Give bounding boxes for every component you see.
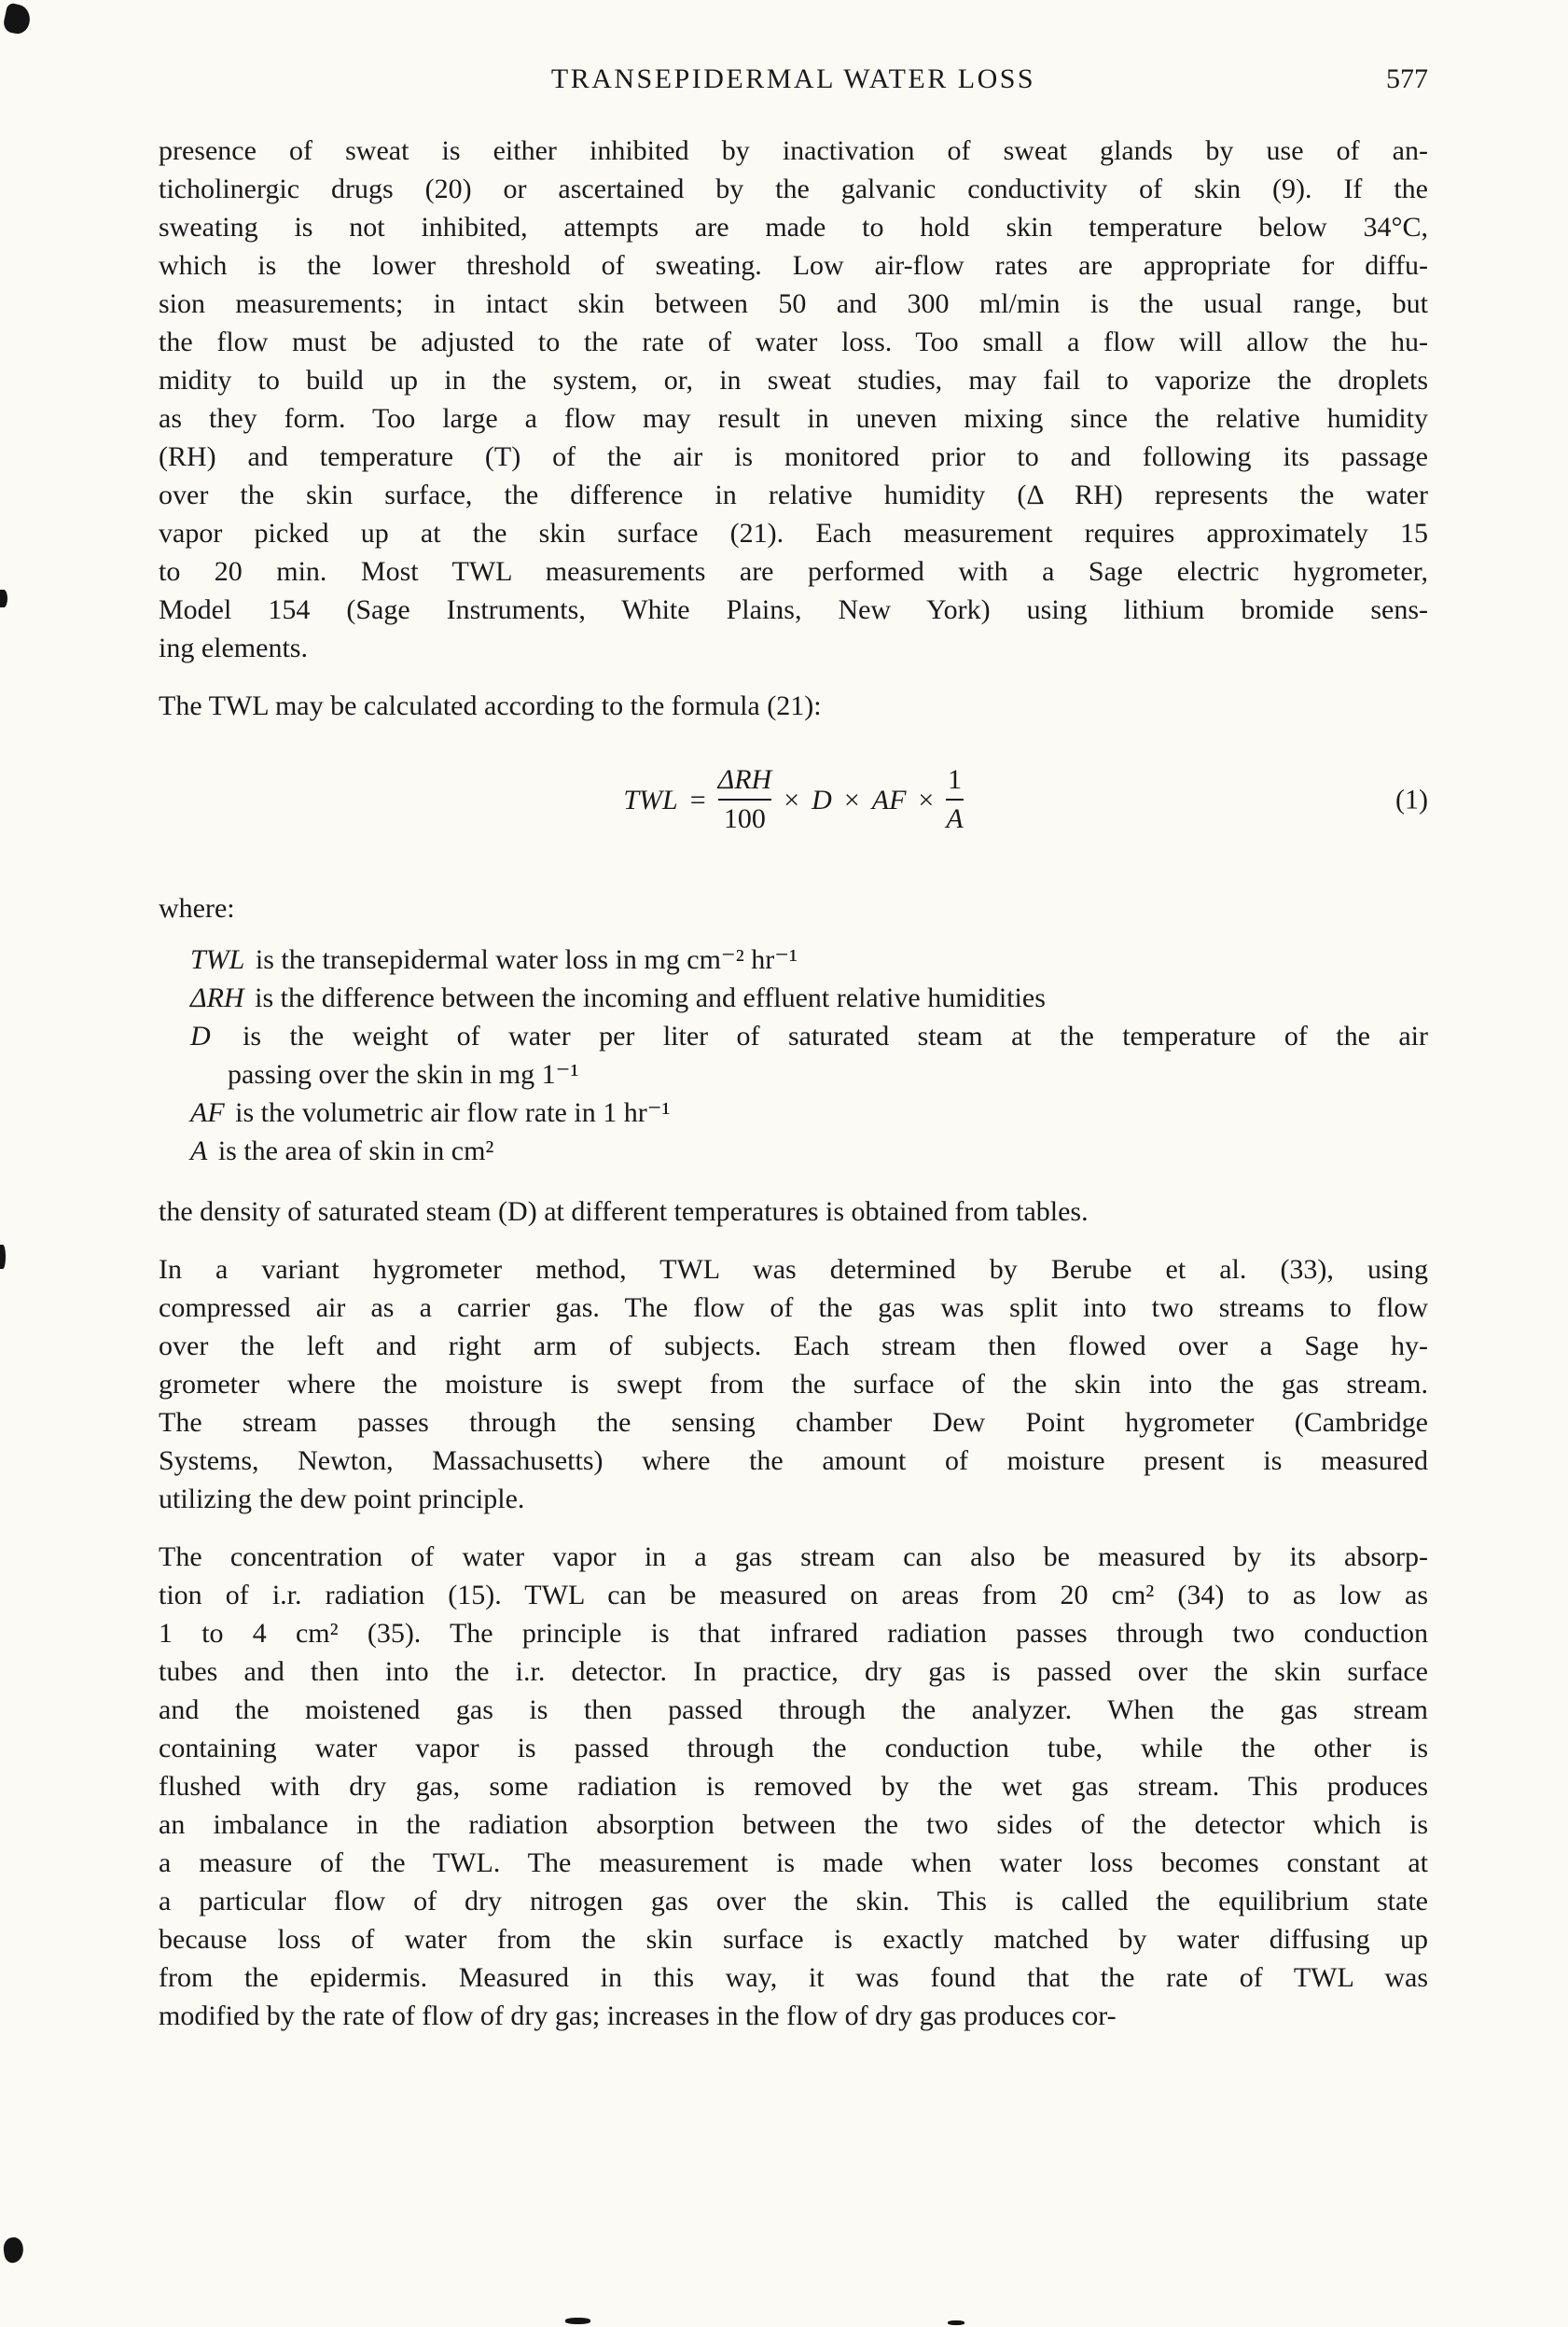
text-line: an imbalance in the radiation absorption between the two sides of the detector which is: [159, 1809, 1428, 1840]
text-line: and the moistened gas is then passed through the analyzer. When the gas stream: [159, 1694, 1428, 1725]
paragraph-ir-absorption: [159, 1538, 1428, 2035]
text-line: A is the area of skin in cm²: [190, 1136, 494, 1166]
page-body: [159, 132, 1428, 2035]
text-line: passing over the skin in mg 1⁻¹: [228, 1059, 579, 1090]
text-line: The stream passes through the sensing chamber Dew Point hygrometer (Cambridge: [159, 1407, 1428, 1438]
text-line: modified by the rate of flow of dry gas; increases in the flow of dry gas produces cor-: [159, 2000, 1117, 2031]
paragraph-variant-hygrometer: [159, 1250, 1428, 1518]
multiply-sign: ×: [784, 784, 800, 815]
text-line: as they form. Too large a flow may result in uneven mixing since the relative humidity: [159, 403, 1428, 434]
definition-item: [190, 979, 1428, 1017]
fraction-bar: [946, 799, 963, 801]
text-line: Model 154 (Sage Instruments, White Plains, New York) using lithium bromide sens-: [159, 594, 1428, 625]
text-line: 1 to 4 cm² (35). The principle is that infrared radiation passes through two conduction: [159, 1618, 1428, 1649]
text-line: over the skin surface, the difference in relative humidity (Δ RH) represents the water: [159, 480, 1428, 510]
text-line: (RH) and temperature (T) of the air is monitored prior to and following its passage: [159, 441, 1428, 472]
multiply-sign: ×: [918, 784, 935, 815]
text-line: to 20 min. Most TWL measurements are performed with a Sage electric hygrometer,: [159, 556, 1428, 587]
text-line: presence of sweat is either inhibited by inactivation of sweat glands by use of an-: [159, 135, 1428, 166]
equals-sign: =: [689, 784, 706, 815]
running-title: TRANSEPIDERMAL WATER LOSS: [550, 63, 1036, 94]
text-line: tion of i.r. radiation (15). TWL can be measured on areas from 20 cm² (34) to as low as: [159, 1580, 1428, 1610]
text-line: containing water vapor is passed through the conduction tube, while the other is: [159, 1733, 1428, 1763]
definition-item: [190, 941, 1428, 979]
text-line: AF is the volumetric air flow rate in 1 hr⁻¹: [190, 1097, 671, 1128]
definition-term: TWL: [190, 944, 245, 975]
fraction-drh-over-100: [718, 764, 772, 835]
text-line: ing elements.: [159, 633, 308, 663]
text-line: flushed with dry gas, some radiation is removed by the wet gas stream. This produces: [159, 1771, 1428, 1802]
text-line: ΔRH is the difference between the incoming and effluent relative humidities: [190, 982, 1046, 1013]
text-line: the density of saturated steam (D) at different temperatures is obtained from tables.: [159, 1196, 1089, 1227]
text-line: midity to build up in the system, or, in sweat studies, may fail to vaporize the droplets: [159, 365, 1428, 396]
fraction-denominator: 100: [723, 803, 766, 834]
where-label: [159, 889, 1428, 927]
fraction-numerator: ΔRH: [717, 764, 772, 795]
variable-d: D: [812, 784, 832, 815]
text-line: sion measurements; in intact skin between 50 and 300 ml/min is the usual range, but: [159, 288, 1428, 319]
text-line: The TWL may be calculated according to the formula (21):: [159, 690, 822, 721]
fraction-denominator: A: [946, 803, 964, 834]
page-header: [159, 60, 1428, 98]
text-line: vapor picked up at the skin surface (21). Each measurement requires approximately 15: [159, 518, 1428, 549]
text-line: sweating is not inhibited, attempts are made to hold skin temperature below 34°C,: [159, 212, 1428, 243]
text-line: tubes and then into the i.r. detector. In practice, dry gas is passed over the skin surface: [159, 1656, 1428, 1687]
text-line: ticholinergic drugs (20) or ascertained by the galvanic conductivity of skin (9). If the: [159, 174, 1428, 204]
paragraph-sweat-methods: [159, 132, 1428, 667]
definition-item: [190, 1094, 1428, 1132]
equation-number: (1): [1395, 784, 1428, 815]
paragraph-formula-intro: [159, 687, 1428, 725]
text-line: a measure of the TWL. The measurement is made when water loss becomes constant at: [159, 1847, 1428, 1878]
text-line: because loss of water from the skin surface is exactly matched by water diffusing up: [159, 1924, 1428, 1955]
equation-1: [159, 753, 1428, 846]
fraction-1-over-a: [946, 764, 963, 835]
fraction-bar: [718, 799, 772, 801]
variable-af: AF: [871, 784, 907, 815]
definition-term: D: [190, 1021, 211, 1052]
text-line: grometer where the moisture is swept from the surface of the skin into the gas stream.: [159, 1369, 1428, 1400]
paragraph-density-note: [159, 1192, 1428, 1231]
equation-lhs: TWL: [623, 784, 678, 815]
definition-item: [190, 1017, 1428, 1094]
text-line: the flow must be adjusted to the rate of water loss. Too small a flow will allow the hu-: [159, 327, 1428, 357]
page-number: 577: [1386, 63, 1428, 94]
text-line: compressed air as a carrier gas. The flow of the gas was split into two streams to flow: [159, 1292, 1428, 1323]
definition-item: [190, 1132, 1428, 1170]
fraction-numerator: 1: [947, 764, 962, 795]
definition-term: A: [190, 1136, 208, 1166]
text-line: TWL is the transepidermal water loss in mg cm⁻² hr⁻¹: [190, 944, 798, 975]
text-line: a particular flow of dry nitrogen gas over the skin. This is called the equilibrium state: [159, 1886, 1428, 1916]
text-line: which is the lower threshold of sweating. Low air-flow rates are appropriate for diffu-: [159, 250, 1428, 281]
text-line: D is the weight of water per liter of saturated steam at the temperature of the air: [190, 1021, 1428, 1052]
text-line: from the epidermis. Measured in this way, it was found that the rate of TWL was: [159, 1962, 1428, 1993]
multiply-sign: ×: [843, 784, 860, 815]
text-line: Systems, Newton, Massachusetts) where the amount of moisture present is measured: [159, 1445, 1428, 1476]
text-line: utilizing the dew point principle.: [159, 1484, 525, 1514]
text-line: In a variant hygrometer method, TWL was determined by Berube et al. (33), using: [159, 1254, 1428, 1285]
text-line: over the left and right arm of subjects. Each stream then flowed over a Sage hy-: [159, 1331, 1428, 1361]
definition-term: ΔRH: [190, 982, 244, 1013]
definition-term: AF: [190, 1097, 225, 1128]
equation-body: [623, 764, 963, 835]
text-line: The concentration of water vapor in a gas stream can also be measured by its absorp-: [159, 1541, 1428, 1572]
text-line: where:: [159, 893, 235, 924]
variable-definitions: [159, 941, 1428, 1170]
